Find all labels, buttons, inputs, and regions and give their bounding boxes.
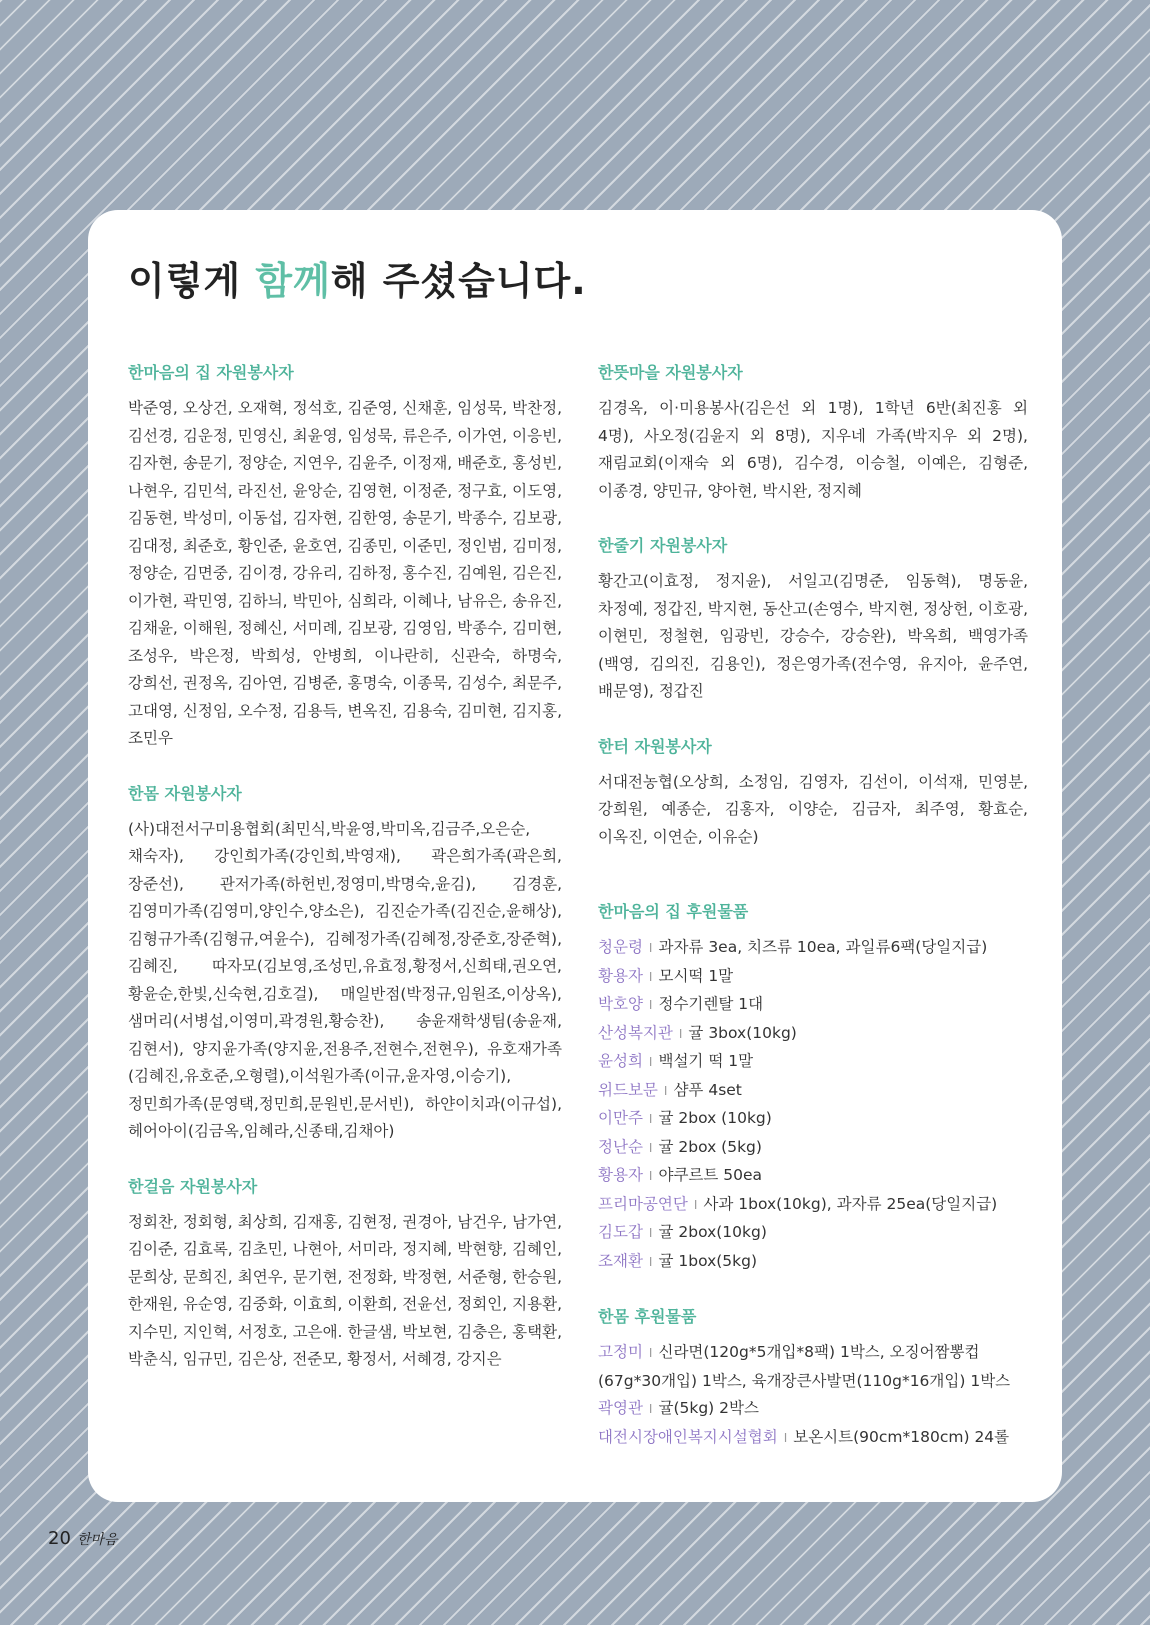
section-heading: 한터 자원봉사자 bbox=[598, 736, 712, 756]
volunteer-section bbox=[128, 1174, 562, 1374]
donation-item bbox=[598, 1134, 1028, 1163]
donated-item: 귤 3box(10kg) bbox=[688, 1023, 797, 1042]
donated-item: 과자류 3ea, 치즈류 10ea, 과일류6팩(당일지급) bbox=[658, 938, 988, 956]
page-number: 20 bbox=[48, 1528, 71, 1549]
donated-item: 귤(5kg) 2박스 bbox=[658, 1399, 759, 1417]
donor-name: 프리마공연단 bbox=[598, 1194, 688, 1213]
section-heading: 한마음의 집 자원봉사자 bbox=[128, 363, 294, 382]
section-heading: 한줄기 자원봉사자 bbox=[598, 536, 728, 555]
donation-item bbox=[598, 1162, 1028, 1191]
donor-name: 김도갑 bbox=[598, 1223, 643, 1241]
separator: I bbox=[648, 1254, 653, 1269]
donated-item: 백설기 떡 1말 bbox=[658, 1052, 754, 1070]
donation-item bbox=[598, 1077, 1028, 1106]
donation-list bbox=[598, 1339, 1028, 1452]
separator: I bbox=[648, 941, 653, 955]
separator: I bbox=[648, 1346, 653, 1360]
donor-name: 이만주 bbox=[598, 1109, 643, 1127]
donor-name: 윤성희 bbox=[598, 1052, 643, 1070]
right-column bbox=[598, 360, 1028, 1480]
separator: I bbox=[783, 1430, 788, 1445]
donor-name: 정난순 bbox=[598, 1137, 643, 1156]
volunteer-section bbox=[598, 360, 1028, 505]
donated-item: 귤 2box (10kg) bbox=[658, 1109, 772, 1127]
magazine-name: 한마음 bbox=[76, 1532, 118, 1548]
volunteer-names: 김경옥, 이·미용봉사(김은선 외 1명), 1학년 6반(최진홍 외 4명), 사오정(김윤지 외 8명), 지우네 가족(박지우 외 2명), 재림교회(이재숙 외 6명), 김수경, 이승철, 이예은, 김형준, 이종경, 양민규, 양아현, 박시완, 정지혜 bbox=[598, 399, 1028, 500]
donation-item bbox=[598, 1105, 1028, 1134]
section-heading: 한몸 후원물품 bbox=[598, 1307, 697, 1326]
donated-item: 보온시트(90cm*180cm) 24롤 bbox=[793, 1427, 1010, 1446]
donor-name: 위드보문 bbox=[598, 1080, 658, 1099]
separator: I bbox=[648, 1112, 653, 1126]
donated-item: 귤 2box (5kg) bbox=[658, 1137, 762, 1156]
donated-item: 샴푸 4set bbox=[673, 1080, 742, 1099]
donation-item bbox=[598, 1395, 1028, 1424]
donor-name: 박호양 bbox=[598, 995, 643, 1013]
section-heading: 한걸음 자원봉사자 bbox=[128, 1176, 258, 1196]
donation-item bbox=[598, 1191, 1028, 1220]
donation-item bbox=[598, 934, 1028, 963]
volunteer-names: 서대전농협(오상희, 소정임, 김영자, 김선이, 이석재, 민영분, 강희원, 예종순, 김홍자, 이양순, 김금자, 최주영, 황효순, 이옥진, 이연순, 이유순) bbox=[598, 772, 1028, 846]
volunteer-names: 정회찬, 정회형, 최상희, 김재홍, 김현정, 권경아, 남건우, 남가연, 김이준, 김효록, 김초민, 나현아, 서미라, 정지혜, 박현향, 김혜인, 문희상, 문희진, 최연우, 문기현, 전정화, 박정현, 서준형, 한승원, 한재원, 유순영, 김중화, 이효희, 이환희, 전윤선, 정회인, 지용환, 지수민, 지인혁, 서정호, 고은애. 한글샘, 박보현, 김충은, 홍택환, 박춘식, 임규민, 김은상, 전준모, 황정서, 서혜경, 강지은 bbox=[128, 1212, 562, 1368]
donor-name: 조재환 bbox=[598, 1251, 643, 1270]
donation-item bbox=[598, 1048, 1028, 1077]
section-heading: 한마음의 집 후원물품 bbox=[598, 902, 749, 921]
donation-item bbox=[598, 1248, 1028, 1277]
donor-name: 곽영관 bbox=[598, 1399, 643, 1417]
donation-item bbox=[598, 1339, 1028, 1395]
left-column bbox=[128, 360, 562, 1402]
separator: I bbox=[648, 1402, 653, 1416]
separator: I bbox=[648, 1055, 653, 1069]
donation-section-home bbox=[598, 899, 1028, 1276]
donation-item bbox=[598, 991, 1028, 1020]
donor-name: 황용자 bbox=[598, 966, 643, 985]
separator: I bbox=[693, 1197, 698, 1212]
donated-item: 사과 1box(10kg), 과자류 25ea(당일지급) bbox=[703, 1194, 998, 1213]
title-accent: 함께 bbox=[255, 259, 331, 303]
volunteer-names: 박준영, 오상건, 오재혁, 정석호, 김준영, 신채훈, 임성묵, 박찬정, 김선경, 김운정, 민영신, 최윤영, 임성묵, 류은주, 이가연, 이응빈, 김자현, 송문기, 정양순, 지연우, 김윤주, 이정재, 배준호, 홍성빈, 나현우, 김민석, 라진선, 윤앙순, 김영현, 이정준, 정구효, 이도영, 김동현, 박성미, 이동섭, 김자현, 김한영, 송문기, 박종수, 김보광, 김대정, 최준호, 황인준, 윤호연, 김종민, 이준민, 정인범, 김미정, 정양순, 김면중, 김이경, 강유리, 김하정, 홍수진, 김예원, 김은진, 이가현, 곽민영, 김하늬, 박민아, 심희라, 이혜나, 남유은, 송유진, 김채윤, 이해원, 정혜신, 서미례, 김보광, 김영임, 박종수, 김미현, 조성우, 박은정, 박희성, 안병희, 이나란히, 신관숙, 하명숙, 강희선, 권정옥, 김아연, 김병준, 홍명숙, 이종묵, 김성수, 최문주, 고대영, 신정임, 오수정, 김용득, 변옥진, 김용숙, 김미현, 김지홍, 조민우 bbox=[128, 399, 562, 747]
donated-item: 야쿠르트 50ea bbox=[658, 1166, 763, 1184]
volunteer-names: (사)대전서구미용협회(최민식,박윤영,박미옥,김금주,오은순,채숙자), 강인희가족(강인희,박영재), 곽은희가족(곽은희,장준선), 관저가족(하헌빈,정영미,박명숙,윤김), 김경훈, 김영미가족(김영미,양인수,양소은), 김진순가족(김진순,윤해상), 김형규가족(김형규,여윤수), 김혜정가족(김혜정,장준호,장준혁), 김혜진, 따자모(김보영,조성민,유효정,황정서,신희태,권오연,황윤순,한빛,신숙현,김호걸), 매일반점(박정규,임원조,이상옥), 샘머리(서병섭,이영미,곽경원,황승찬), 송윤재학생팀(송윤재,김현서), 양지윤가족(양지윤,전용주,전현수,전현우), 유호재가족(김혜진,유호준,오형렬),이석원가족(이규,윤자영,이승기), 정민희가족(문영택,정민희,문원빈,문서빈), 하얀이치과(이규섭), 헤어아이(김금옥,임혜라,신종태,김채아) bbox=[128, 819, 562, 1140]
donor-name: 대전시장애인복지시설협회 bbox=[598, 1427, 778, 1446]
volunteer-section bbox=[598, 734, 1028, 852]
donor-name: 고정미 bbox=[598, 1343, 643, 1361]
donation-item bbox=[598, 1219, 1028, 1248]
volunteer-section bbox=[128, 360, 562, 753]
page-footer bbox=[48, 1528, 117, 1549]
donor-name: 산성복지관 bbox=[598, 1023, 673, 1042]
separator: I bbox=[648, 1226, 653, 1240]
page-title: 이렇게 함께해 주셨습니다. bbox=[128, 259, 587, 303]
donation-item bbox=[598, 1020, 1028, 1049]
donation-item bbox=[598, 963, 1028, 992]
volunteer-section bbox=[598, 533, 1028, 706]
section-heading: 한뜻마을 자원봉사자 bbox=[598, 363, 743, 382]
separator: I bbox=[648, 969, 653, 984]
separator: I bbox=[648, 998, 653, 1012]
donated-item: 귤 2box(10kg) bbox=[658, 1223, 767, 1241]
donated-item: 신라면(120g*5개입*8팩) 1박스, 오징어짬뽕컵(67g*30개입) 1박스, 육개장큰사발면(110g*16개입) 1박스 bbox=[598, 1343, 1011, 1390]
donor-name: 청운령 bbox=[598, 938, 643, 956]
donor-name: 황용자 bbox=[598, 1166, 643, 1184]
donated-item: 귤 1box(5kg) bbox=[658, 1251, 758, 1270]
separator: I bbox=[663, 1083, 668, 1098]
section-heading: 한몸 자원봉사자 bbox=[128, 783, 242, 803]
donation-section-body bbox=[598, 1304, 1028, 1452]
donated-item: 모시떡 1말 bbox=[658, 966, 734, 985]
donated-item: 정수기렌탈 1대 bbox=[658, 995, 764, 1013]
donation-list bbox=[598, 934, 1028, 1276]
volunteer-names: 황간고(이효정, 정지윤), 서일고(김명준, 임동혁), 명동윤, 차정예, 정갑진, 박지현, 동산고(손영수, 박지현, 정상헌, 이호광, 이현민, 정철현, 임광빈, 강승수, 강승완), 박옥희, 백영가족(백영, 김의진, 김용인), 정은영가족(전수영, 유지아, 윤주연, 배문영), 정갑진 bbox=[598, 572, 1028, 700]
separator: I bbox=[678, 1026, 683, 1041]
separator: I bbox=[648, 1140, 653, 1155]
donation-item bbox=[598, 1424, 1028, 1453]
content-card bbox=[88, 210, 1062, 1502]
volunteer-section bbox=[128, 781, 562, 1146]
separator: I bbox=[648, 1169, 653, 1183]
